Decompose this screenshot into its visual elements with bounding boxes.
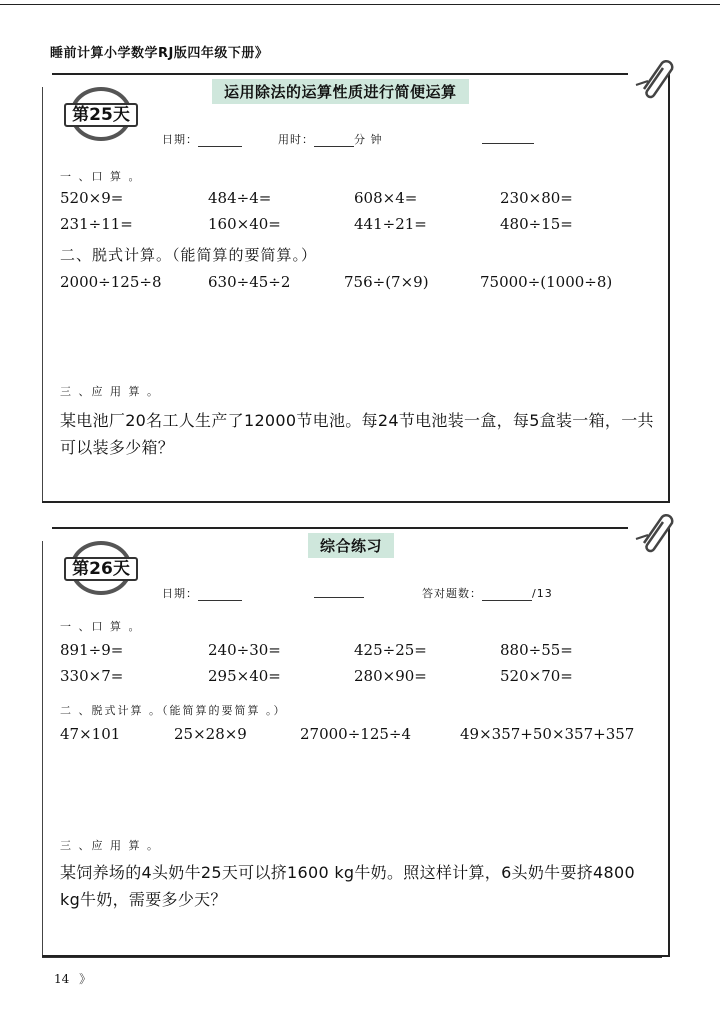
card-left-border: [42, 87, 43, 503]
date-blank[interactable]: [198, 146, 242, 147]
oral-item: 520×70=: [500, 667, 573, 685]
top-rule: [0, 4, 720, 5]
date-blank[interactable]: [198, 600, 242, 601]
card-bottom-border: [42, 501, 670, 503]
correct-count-field: [422, 585, 553, 601]
written-item: 25×28×9: [174, 725, 247, 743]
application-section-title: 三 、应 用 算 。: [60, 385, 160, 398]
oral-item: 280×90=: [354, 667, 427, 685]
day26-card: [42, 527, 670, 957]
card-top-border: [52, 73, 628, 75]
blank-field: [314, 585, 364, 598]
written-section-title: 二 、脱式计算 。（能简算的要简算 。）: [60, 704, 287, 717]
written-section-title: 二、脱式计算。（能简算的要简算。）: [60, 246, 318, 264]
date-field: [162, 585, 242, 601]
date-field: [162, 131, 242, 147]
written-item: 630÷45÷2: [208, 273, 291, 291]
day25-card: [42, 73, 670, 503]
correct-total: /13: [532, 587, 553, 600]
correct-blank[interactable]: [482, 600, 532, 601]
oral-item: 480÷15=: [500, 215, 573, 233]
topic-title: 综合练习: [308, 533, 394, 558]
written-item: 47×101: [60, 725, 121, 743]
oral-item: 330×7=: [60, 667, 124, 685]
written-item: 27000÷125÷4: [300, 725, 412, 743]
date-label: 日期：: [162, 133, 198, 146]
page-footer: [54, 970, 91, 987]
oral-item: 484÷4=: [208, 189, 272, 207]
oral-item: 441÷21=: [354, 215, 427, 233]
oral-item: 295×40=: [208, 667, 281, 685]
oral-item: 425÷25=: [354, 641, 427, 659]
extra-field: [482, 131, 534, 144]
written-item: 2000÷125÷8: [60, 273, 162, 291]
oral-section-title: 一 、口 算 。: [60, 620, 142, 633]
day-badge-label: 第25天: [64, 103, 138, 127]
written-item: 75000÷(1000÷8): [480, 273, 613, 291]
day-badge: [64, 543, 138, 591]
time-field: [278, 131, 383, 147]
card-left-border: [42, 541, 43, 957]
oral-item: 160×40=: [208, 215, 281, 233]
oral-item: 240÷30=: [208, 641, 281, 659]
time-label: 用时：: [278, 133, 314, 146]
paperclip-icon: [634, 509, 674, 553]
oral-item: 608×4=: [354, 189, 418, 207]
paperclip-icon: [634, 55, 674, 99]
word-problem: 某电池厂20名工人生产了12000节电池。每24节电池装一盒，每5盒装一箱，一共可以装多少箱？: [60, 411, 654, 457]
application-section-title: 三 、应 用 算 。: [60, 839, 160, 852]
written-item: 756÷(7×9): [344, 273, 429, 291]
footer-rule: [42, 957, 662, 958]
card-top-border: [52, 527, 628, 529]
footer-mark: 》: [79, 972, 92, 986]
book-title: 睡前计算小学数学RJ版四年级下册》: [50, 46, 269, 61]
page-number: 14: [54, 972, 70, 986]
correct-label: 答对题数：: [422, 587, 482, 600]
day-badge-label: 第26天: [64, 557, 138, 581]
oral-item: 891÷9=: [60, 641, 124, 659]
minute-label: 分 钟: [354, 133, 383, 146]
time-blank[interactable]: [314, 146, 354, 147]
oral-item: 520×9=: [60, 189, 124, 207]
extra-blank[interactable]: [314, 597, 364, 598]
date-label: 日期：: [162, 587, 198, 600]
oral-item: 880÷55=: [500, 641, 573, 659]
written-item: 49×357+50×357+357: [460, 725, 635, 743]
oral-section-title: 一 、口 算 。: [60, 170, 142, 183]
extra-blank[interactable]: [482, 143, 534, 144]
oral-item: 231÷11=: [60, 215, 133, 233]
topic-title: 运用除法的运算性质进行简便运算: [212, 79, 469, 104]
day-badge: [64, 89, 138, 137]
word-problem: 某饲养场的4头奶牛25天可以挤1600 kg牛奶。照这样计算，6头奶牛要挤4800 kg牛奶，需要多少天？: [60, 863, 635, 909]
oral-item: 230×80=: [500, 189, 573, 207]
